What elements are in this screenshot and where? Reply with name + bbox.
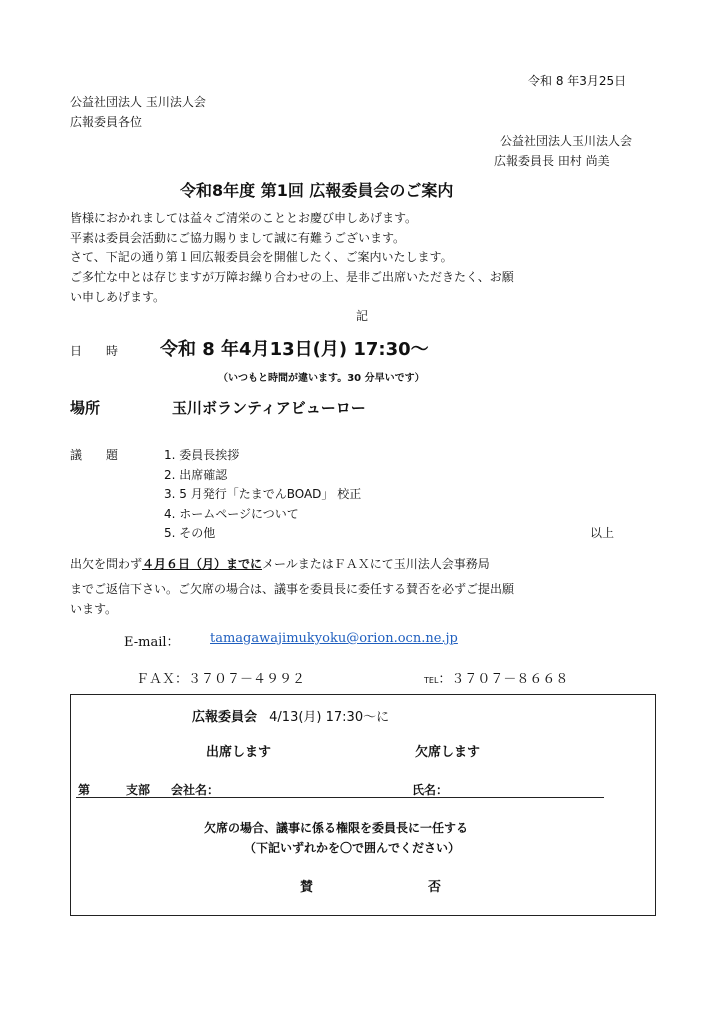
tel-label: TEL — [424, 676, 439, 685]
email-label: E-mail： — [124, 635, 180, 650]
rsvp-line-1 — [70, 555, 490, 572]
body-line: さて、下記の通り第１回広報委員会を開催したく、ご案内いたします。 — [70, 250, 453, 264]
time-change-note: （いつもと時間が違います。30 分早いです） — [218, 373, 425, 384]
reject-option[interactable]: 否 — [428, 880, 442, 895]
absent-option[interactable]: 欠席します — [415, 745, 481, 760]
rsvp-line-2: までご返信下さい。ご欠席の場合は、議事を委員長に委任する賛否を必ずご提出願 — [70, 582, 515, 596]
branch-prefix: 第 — [78, 783, 91, 797]
ki-marker: 記 — [356, 309, 369, 323]
page-title: 令和8年度 第1回 広報委員会のご案内 — [180, 181, 454, 200]
recipient: 広報委員各位 — [70, 115, 143, 129]
meeting-datetime: 令和 8 年4月13日(月) 17:30～ — [160, 339, 429, 360]
approve-option[interactable]: 賛 — [300, 880, 314, 895]
agenda-item: 1. 委員長挨拶 — [164, 448, 240, 462]
rsvp-post: メールまたはＦＡＸにて玉川法人会事務局 — [262, 557, 490, 571]
form-title: 広報委員会 — [192, 710, 258, 725]
agenda-item: 3. 5 月発行「たまでんBOAD」 校正 — [164, 487, 362, 501]
agenda-item: 5. その他 — [164, 526, 216, 540]
rsvp-line-3: います。 — [70, 602, 118, 616]
delegate-line-2: （下記いずれかを〇で囲んでください） — [244, 841, 461, 855]
tel-value: ：３７０７－８６６８ — [438, 672, 569, 687]
place-value: 玉川ボランティアビューロー — [172, 399, 366, 417]
agenda-label: 議 題 — [70, 448, 119, 462]
delegate-line-1: 欠席の場合、議事に係る権限を委員長に一任する — [204, 821, 469, 835]
sender-name: 広報委員長 田村 尚美 — [494, 154, 610, 168]
fax-number: ＦＡＸ：３７０７－４９９２ — [136, 672, 306, 687]
sender-org: 公益社団法人玉川法人会 — [500, 134, 633, 148]
place-label: 場所 — [70, 399, 101, 417]
fill-in-underline[interactable] — [76, 797, 604, 798]
ijou-marker: 以上 — [590, 526, 615, 540]
schedule-label: 日 時 — [70, 344, 119, 358]
agenda-item: 2. 出席確認 — [164, 468, 228, 482]
form-title-line — [192, 706, 389, 725]
recipient-org: 公益社団法人 玉川法人会 — [70, 95, 206, 109]
company-label: 会社名： — [171, 783, 220, 797]
body-line: い申しあげます。 — [70, 290, 166, 304]
body-line: 皆様におかれましては益々ご清栄のこととお慶び申しあげます。 — [70, 211, 418, 225]
form-date: 4/13(月) 17:30～に — [269, 710, 390, 725]
rsvp-deadline: ４月６日（月）までに — [142, 557, 263, 571]
document-date: 令和 8 年3月25日 — [528, 74, 627, 88]
branch-suffix: 支部 — [126, 783, 151, 797]
attend-option[interactable]: 出席します — [206, 745, 272, 760]
body-line: ご多忙な中とは存じますが万障お繰り合わせの上、是非ご出席いただきたく、お願 — [70, 270, 514, 284]
rsvp-pre: 出欠を問わず — [70, 557, 143, 571]
tel-number — [424, 668, 568, 687]
reply-form — [70, 694, 656, 916]
agenda-item: 4. ホームページについて — [164, 507, 299, 521]
email-link[interactable]: tamagawajimukyoku@orion.ocn.ne.jp — [210, 631, 458, 646]
body-line: 平素は委員会活動にご協力賜りまして誠に有難うございます。 — [70, 231, 406, 245]
name-label: 氏名： — [412, 783, 449, 797]
